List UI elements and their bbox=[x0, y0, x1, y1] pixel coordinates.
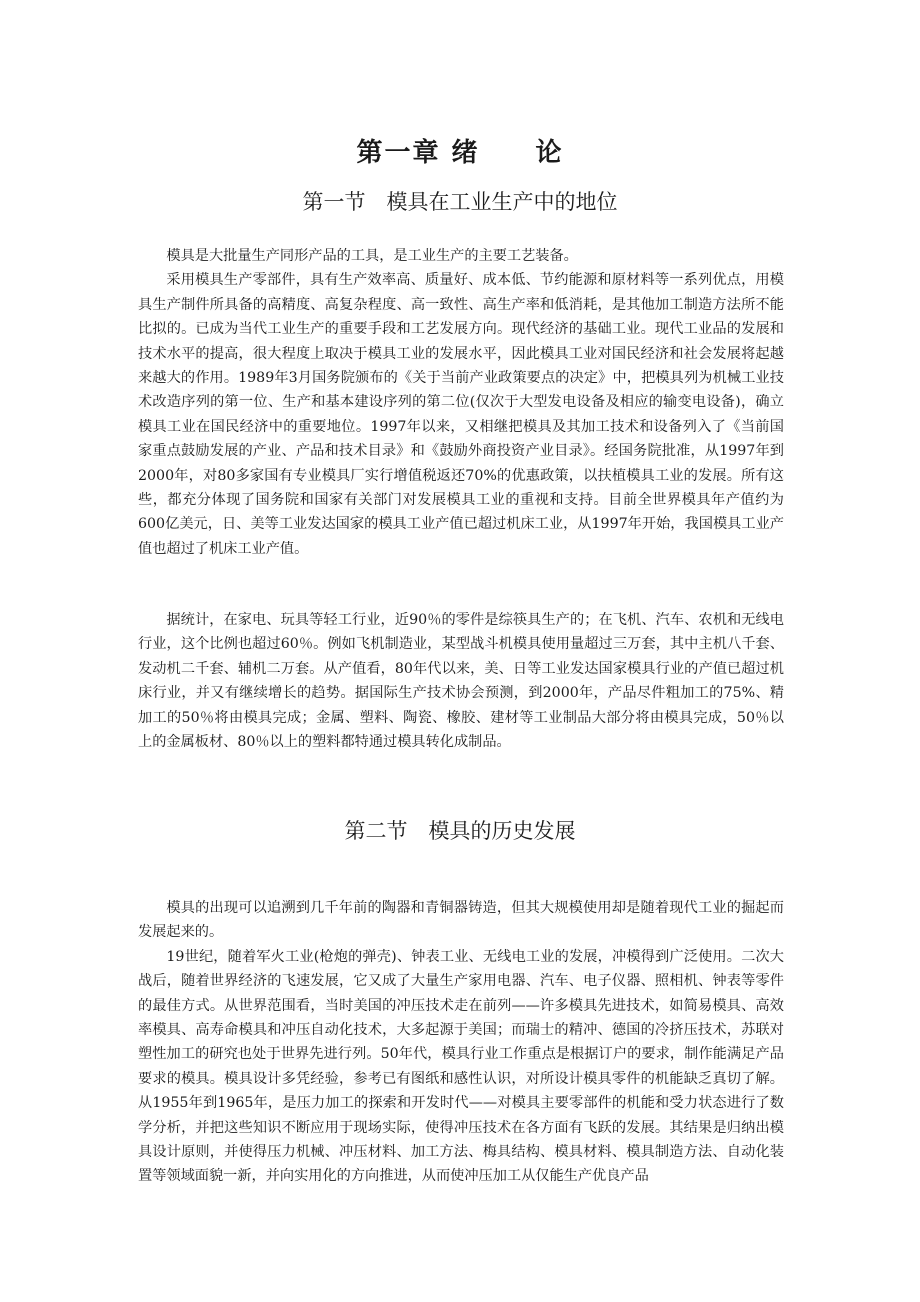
section-1-title: 第一节 模具在工业生产中的地位 bbox=[302, 190, 618, 214]
section-1-body-part-1 bbox=[138, 244, 784, 561]
chapter-title: 第一章 绪 论 bbox=[356, 138, 564, 168]
paragraph: 采用模具生产零部件，具有生产效率高、质量好、成本低、节约能源和原材料等一系列优点，用模具生产制件所具备的高精度、高复杂程度、高一致性、高生产率和低消耗，是其他加工制造方法所不能比拟的。已成为当代工业生产的重要手段和工艺发展方向。现代经济的基础工业。现代工业品的发展和技术水平的提高，很大程度上取决于模具工业的发展水平，因此模具工业对国民经济和社会发展将起越来越大的作用。1989年3月国务院颁布的《关于当前产业政策要点的决定》中，把模具列为机械工业技术改造序列的第一位、生产和基本建设序列的第二位(仅次于大型发电设备及相应的输变电设备)，确立模具工业在国民经济中的重要地位。1997年以来，又相继把模具及其加工技术和设备列入了《当前国家重点鼓励发展的产业、产品和技术目录》和《鼓励外商投资产业目录》。经国务院批准，从1997年到2000年，对80多家国有专业模具厂实行增值税返还70%的优惠政策，以扶植模具工业的发展。所有这些，都充分体现了国务院和国家有关部门对发展模具工业的重视和支持。目前全世界模具年产值约为600亿美元，日、美等工业发达国家的模具工业产值已超过机床工业，从1997年开始，我国模具工业产值也超过了机床工业产值。 bbox=[138, 272, 784, 557]
paragraph: 19世纪，随着军火工业(枪炮的弹壳)、钟表工业、无线电工业的发展，冲模得到广泛使用。二次大战后，随着世界经济的飞速发展，它又成了大量生产家用电器、汽车、电子仪器、照相机、钟表等零件的最佳方式。从世界范围看，当时美国的冲压技术走在前列——许多模具先进技术，如简易模具、高效率模具、高寿命模具和冲压自动化技术，大多起源于美国；而瑞士的精冲、德国的冷挤压技术，苏联对塑性加工的研究也处于世界先进行列。50年代，模具行业工作重点是根据订户的要求，制作能满足产品要求的模具。模具设计多凭经验，参考已有图纸和感性认识，对所设计模具零件的机能缺乏真切了解。从1955年到1965年，是压力加工的探索和开发时代——对模具主要零部件的机能和受力状态进行了数学分析，并把这些知识不断应用于现场实际，使得冲压技术在各方面有飞跃的发展。其结果是归纳出模具设计原则，并使得压力机械、冲压材料、加工方法、梅具结构、模具材料、模具制造方法、自动化装置等领域面貌一新，并向实用化的方向推进，从而使冲压加工从仅能生产优良产品 bbox=[138, 948, 784, 1185]
paragraph: 模具是大批量生产同形产品的工具，是工业生产的主要工艺装备。 bbox=[166, 248, 578, 264]
section-2-body bbox=[138, 896, 784, 1189]
section-2-title: 第二节 模具的历史发展 bbox=[344, 819, 576, 843]
paragraph: 据统计，在家电、玩具等轻工行业，近90％的零件是综筷具生产的；在飞机、汽车、农机和无线电行业，这个比例也超过60％。例如飞机制造业，某型战斗机模具使用量超过三万套，其中主机八千套、发动机二千套、辅机二万套。从产值看，80年代以来，美、日等工业发达国家模具行业的产值已超过机床行业，并又有继续增长的趋势。据国际生产技术协会预测，到2000年，产品尽件粗加工的75%、精加工的50％将由模具完成；金属、塑料、陶瓷、橡胶、建材等工业制品大部分将由模具完成，50％以上的金属板材、80％以上的塑料都特通过模具转化成制品。 bbox=[138, 612, 784, 751]
section-1-body-part-2 bbox=[138, 608, 784, 754]
paragraph: 模具的出现可以追溯到几千年前的陶器和青铜器铸造，但其大规模使用却是随着现代工业的掘起而发展起来的。 bbox=[138, 900, 784, 941]
